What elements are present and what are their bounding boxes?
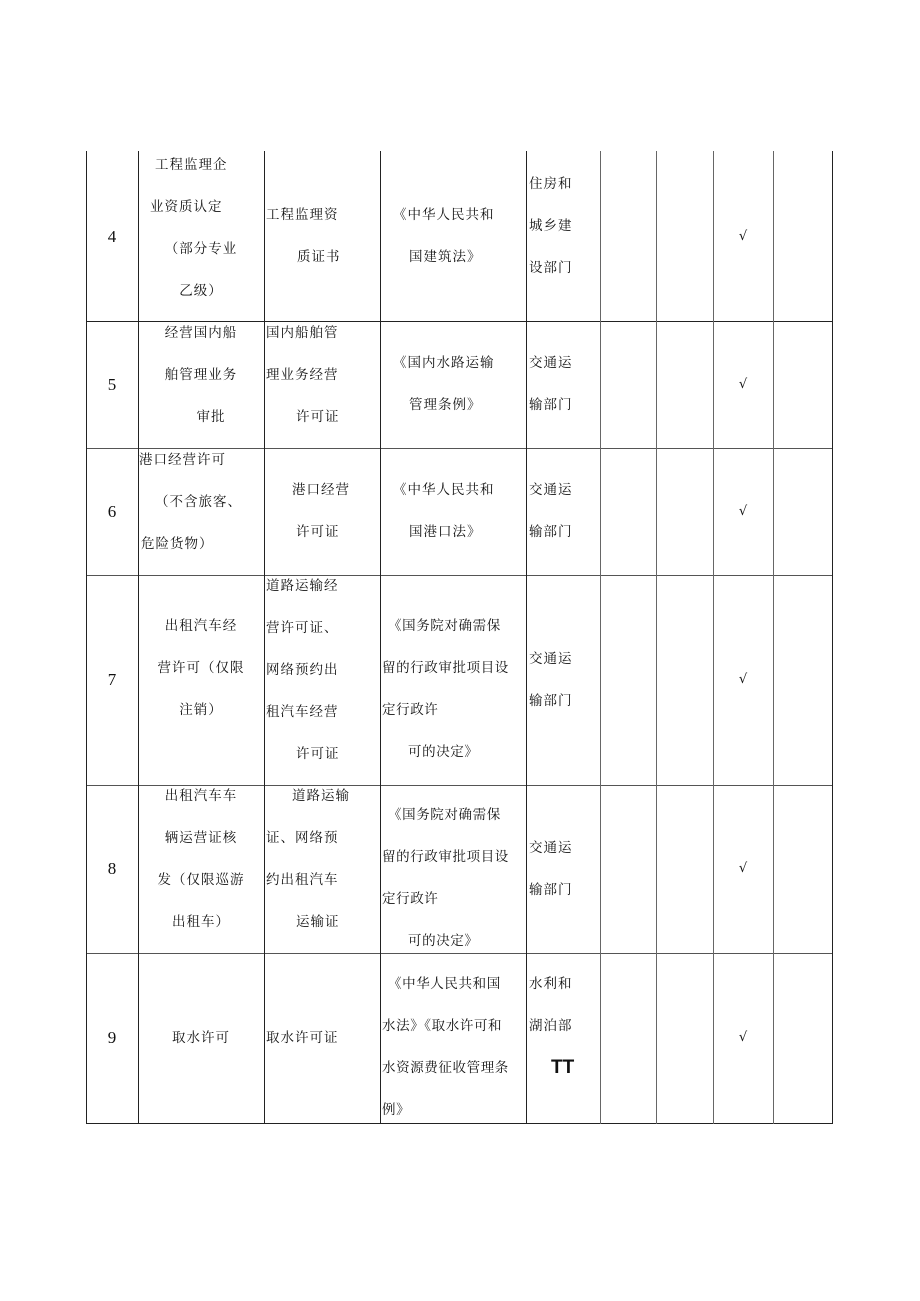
certificate-line: 道路运输 (292, 788, 350, 804)
basis-line: 水法》《取水许可和 (382, 1018, 503, 1034)
check-mark: √ (738, 672, 748, 687)
department-line: 交通运 (529, 482, 573, 498)
row-number: 5 (107, 375, 117, 394)
item-line: 业资质认定 (150, 199, 223, 215)
basis-line: 《国务院对确需保 (388, 807, 501, 823)
item-line: 注销） (179, 702, 223, 718)
item-line: 出租汽车车 (164, 788, 238, 804)
basis-line: 例》 (382, 1102, 411, 1118)
item-name (139, 312, 263, 438)
check-mark: √ (738, 504, 748, 519)
certificate-line: 约出租汽车 (266, 872, 339, 888)
certificate-line: 营许可证、 (266, 620, 339, 636)
column-divider (86, 151, 87, 1124)
department-line: 输部门 (529, 397, 573, 413)
certificate-line: 工程监理资 (266, 207, 339, 223)
certificate-line: 运输证 (296, 914, 340, 930)
item-name (139, 775, 263, 943)
certificate-line: 网络预约出 (266, 662, 339, 678)
item-name (139, 605, 263, 731)
basis-line: 定行政许 (382, 702, 439, 718)
certificate-line: 许可证 (296, 746, 340, 762)
certificate-line: 港口经营 (292, 482, 350, 498)
item-line: 舶管理业务 (164, 367, 238, 383)
department-line: 湖泊部 (529, 1018, 573, 1034)
item-name (139, 1017, 263, 1059)
item-line: 出租汽车经 (164, 618, 238, 634)
legal-basis (382, 794, 525, 962)
row-number: 8 (107, 859, 117, 878)
item-line: 经营国内船 (164, 325, 238, 341)
column-divider (600, 151, 601, 1124)
legal-basis (382, 605, 525, 773)
item-line: 发（仅限巡游 (157, 872, 245, 888)
basis-line: 《中华人民共和 (393, 482, 495, 498)
check-mark: √ (738, 229, 748, 244)
basis-line: 留的行政审批项目设 (382, 660, 509, 676)
item-line: 港口经营许可 (139, 452, 226, 468)
item-line: 辆运营证核 (164, 830, 238, 846)
department-line: 交通运 (529, 355, 573, 371)
basis-line: 《中华人民共和国 (388, 976, 501, 992)
department-line: 交通运 (529, 840, 573, 856)
certificate-name (266, 1017, 378, 1059)
certificate-line: 许可证 (296, 524, 340, 540)
certificate-line: 道路运输经 (266, 578, 339, 594)
item-name (139, 144, 263, 312)
column-divider (264, 151, 265, 1124)
check-mark: √ (738, 861, 748, 876)
item-line: （部分专业 (164, 241, 238, 257)
certificate-line: 取水许可证 (266, 1030, 339, 1046)
department (529, 638, 599, 722)
department-line: 住房和 (529, 176, 573, 192)
basis-line: 国港口法》 (409, 524, 482, 540)
legal-basis (393, 342, 523, 426)
basis-line: 《国务院对确需保 (388, 618, 501, 634)
item-line: 工程监理企 (155, 157, 228, 173)
certificate-line: 许可证 (296, 409, 340, 425)
basis-line: 国建筑法》 (409, 249, 482, 265)
legal-basis (393, 194, 523, 278)
certificate-name (266, 194, 378, 278)
certificate-line: 理业务经营 (266, 367, 339, 383)
basis-line: 可的决定》 (408, 933, 479, 949)
certificate-name (266, 775, 378, 943)
certificate-name (266, 312, 378, 438)
department (529, 163, 599, 289)
row-number: 4 (107, 227, 117, 246)
department-line: 设部门 (529, 260, 573, 276)
certificate-line: 国内船舶管 (266, 325, 339, 341)
basis-line: 管理条例》 (409, 397, 482, 413)
basis-line: 《国内水路运输 (393, 355, 495, 371)
certificate-name (266, 469, 378, 553)
department (529, 827, 599, 911)
basis-line: 定行政许 (382, 891, 439, 907)
certificate-line: 租汽车经营 (266, 704, 339, 720)
item-line: 审批 (196, 409, 226, 425)
column-divider (713, 151, 714, 1124)
department-line: TT (551, 1057, 575, 1078)
certificate-line: 质证书 (297, 249, 341, 265)
item-line: 营许可（仅限 (157, 660, 245, 676)
department-line: 输部门 (529, 693, 573, 709)
basis-line: 水资源费征收管理条 (382, 1060, 509, 1076)
row-number: 6 (107, 502, 117, 521)
check-mark: √ (738, 377, 748, 392)
department-line: 城乡建 (529, 218, 573, 234)
row-number: 7 (107, 670, 117, 689)
department-line: 水利和 (529, 976, 573, 992)
check-mark: √ (738, 1030, 748, 1045)
item-line: （不含旅客、 (155, 494, 242, 510)
legal-basis (382, 963, 525, 1131)
column-divider (656, 151, 657, 1124)
column-divider (526, 151, 527, 1124)
column-divider (773, 151, 774, 1124)
legal-basis (393, 469, 523, 553)
department (529, 469, 599, 553)
item-name (139, 439, 263, 565)
basis-line: 留的行政审批项目设 (382, 849, 509, 865)
column-divider (832, 151, 833, 1124)
item-line: 出租车） (172, 914, 230, 930)
department-line: 交通运 (529, 651, 573, 667)
department-line: 输部门 (529, 524, 573, 540)
department-line: 输部门 (529, 882, 573, 898)
department (529, 342, 599, 426)
row-number: 9 (107, 1028, 117, 1047)
certificate-name (266, 565, 378, 775)
certificate-line: 证、网络预 (266, 830, 339, 846)
column-divider (380, 151, 381, 1124)
department (529, 963, 599, 1089)
basis-line: 《中华人民共和 (393, 207, 495, 223)
basis-line: 可的决定》 (408, 744, 479, 760)
item-line: 乙级） (179, 283, 223, 299)
row-divider (86, 575, 833, 576)
item-line: 取水许可 (172, 1030, 230, 1046)
item-line: 危险货物） (141, 536, 214, 552)
